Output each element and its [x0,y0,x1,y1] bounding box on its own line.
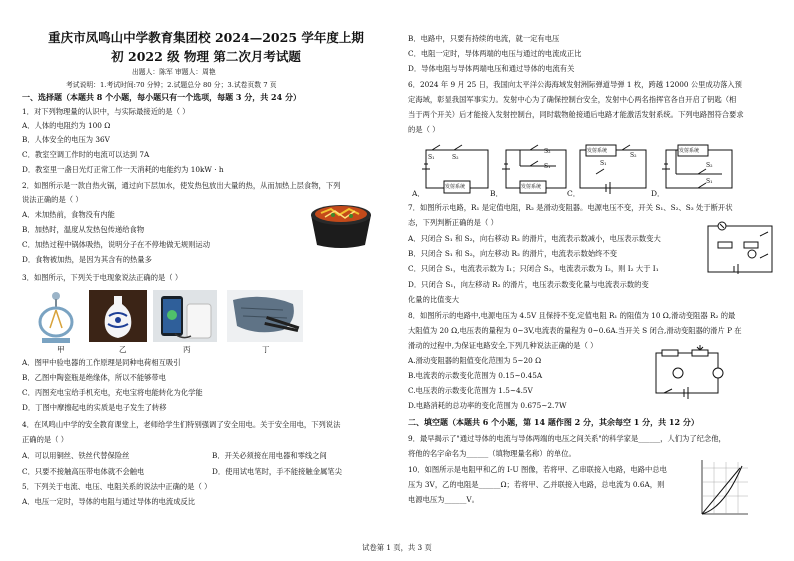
q3-caption-ding: 丁 [262,345,270,354]
q6a-s2-label: S₂ [452,154,459,161]
q6b-box-label: 发射系统 [521,184,542,190]
q6-label-c: C． [567,189,581,198]
q6-circuit-b [500,144,572,196]
q7-option-d-1: D．只闭合 S₁，向左移动 R₂ 的滑片，电压表示数变化量与电流表示数的变 [408,280,649,289]
q8-stem-3: 滑动的过程中,为保证电路安全,下列几种说法正确的是（ ） [408,341,598,350]
electroscope-image [36,290,76,346]
q1-stem: 1．对下列物理量的认识中，与实际最接近的是（ ） [22,107,190,116]
q3-option-c: C．丙图充电宝给手机充电，充电宝将电能转化为化学能 [22,388,203,397]
exam-info: 考试说明：1.考试时间:70 分钟；2.试题总分 80 分；3.试卷页数 7 页 [66,81,277,89]
hotpot-image [305,199,377,251]
q3-caption-jia: 甲 [57,345,65,354]
q4-option-c: C．只要不接触高压带电体就不会触电 [22,467,145,476]
q8-option-a: A.滑动变阻器的阻值变化范围为 5~20 Ω [408,356,542,365]
q5-option-a: A．电压一定时，导体的电阻与通过导体的电流成反比 [22,497,196,506]
q4-option-d: D．使用试电笔时，手不能接触金属笔尖 [212,467,342,476]
q1-option-a: A．人体的电阻约为 100 Ω [22,121,111,130]
q9-line-1: 9．最早揭示了"通过导体的电流与导体两端的电压之间关系"的科学家是______，人们为了纪念他， [408,434,726,443]
q5-option-d: D．导体电阻与导体两端电压和通过导体的电流有关 [408,64,575,73]
q6c-s1-label: S₁ [600,160,607,167]
q2-option-c: C．加热过程中锅体吸热，说明分子在不停地做无规则运动 [22,240,211,249]
q6b-s2-label: S₁ [544,163,551,170]
q2-option-d: D．食物被加热，是因为其含有的热量多 [22,255,152,264]
q2-stem-2: 说法正确的是（ ） [22,195,83,204]
q8-option-b: B.电流表的示数变化范围为 0.15~0.45A [408,371,543,380]
q2-option-b: B．加热时，温度从发热包传递给食物 [22,225,145,234]
q4-option-b: B．开关必须接在用电器和零线之间 [212,451,327,460]
q6-stem-3: 当于两个开关）后才能接入发射控制台，同时载物舱接通后电路才能激活发射系统。下列电路图符合要求 [408,110,744,119]
q6d-s2-label: S₂ [706,162,713,169]
q8-circuit [650,345,728,399]
q2-stem-1: 2．如图所示是一款自热火锅，通过向下层加水，使发热包放出大量的热，从而加热上层食物，下列 [22,181,341,190]
q6c-box-label: 发射系统 [587,148,608,154]
q6-circuit-a [422,144,492,196]
q6-stem-4: 的是（ ） [408,125,440,134]
q6-circuit-d [662,144,738,196]
q10-line-1: 10．如图所示是电阻甲和乙的 I-U 图像，若将甲、乙串联接入电路，电路中总电 [408,465,667,474]
q6b-s1-label: S₂ [544,148,551,155]
q5-option-b: B．电路中，只要有持续的电流，就一定有电压 [408,34,560,43]
section-1-heading: 一、选择题（本题共 8 个小题，每小题只有一个选项，每题 3 分，共 24 分） [22,92,301,102]
friction-electrification-image [227,290,303,342]
q5-option-c: C．电阻一定时，导体两端的电压与通过的电流成正比 [408,49,582,58]
q6-stem-1: 6．2024 年 9 月 25 日，我国向太平洋公海海域发射洲际弹道导弹 1 枚，跨越 12000 公里成功落入预 [408,80,742,89]
exam-subtitle: 初 2022 级 物理 第二次月考试题 [111,49,301,64]
q6-stem-2: 定海域，彰显我国军事实力。发射中心为了确保控制台安全，发射中心两名指挥官各自开启了钥匙（相 [408,95,737,104]
q5-stem: 5．下列关于电流、电压、电阻关系的说法中正确的是（ ） [22,482,212,491]
q8-option-c: C.电压表的示数变化范围为 1.5~4.5V [408,386,533,395]
q3-option-d: D．丁图中摩擦起电的实质是电子发生了转移 [22,403,167,412]
q4-stem-1: 4．在风鸣山中学的安全教育课堂上，老师给学生们特别强调了安全用电。关于安全用电，下列说法 [22,420,341,429]
q1-option-c: C．教室空调工作时的电流可以达到 7A [22,150,150,159]
q6d-s1-label: S₁ [706,178,713,185]
q3-option-a: A．图甲中验电器的工作原理是同种电荷相互吸引 [22,358,181,367]
q6-label-d: D． [651,189,665,198]
q6a-box-label: 发射系统 [445,184,466,190]
ceramic-vase-image [89,290,147,342]
page-footer: 试卷第 1 页，共 3 页 [362,543,432,552]
q10-iu-graph [694,458,750,520]
q2-option-a: A．未加热前，食物没有内能 [22,210,115,219]
q3-caption-bing: 丙 [183,345,191,354]
q3-option-b: B．乙图中陶瓷瓶是绝缘体，所以不能够带电 [22,373,167,382]
q7-option-b: B．只闭合 S₁ 和 S₂，向左移动 R₂ 的滑片，电流表示数始终不变 [408,249,618,258]
q6d-box-label: 发射系统 [679,148,700,154]
q10-line-3: 电源电压为______V。 [408,495,479,504]
exam-title: 重庆市凤鸣山中学教育集团校 2024—2025 学年度上期 [48,30,364,45]
q3-caption-yi: 乙 [119,345,127,354]
q6c-s2-label: S₂ [630,152,637,159]
q7-circuit [704,220,776,280]
q1-option-b: B．人体安全的电压为 36V [22,135,110,144]
q8-stem-1: 8．如图所示的电路中,电源电压为 4.5V 且保持不变,定值电阻 R₁ 的阻值为 10 Ω,滑动变阻器 R₂ 的最 [408,311,736,320]
q7-stem-1: 7．如图所示电路，R₁ 是定值电阻，R₂ 是滑动变阻器。电源电压不变，开关 S₁、S₂、S₃ 处于断开状 [408,203,733,212]
q6-circuit-c [576,144,652,196]
q10-line-2: 压为 3V，乙的电阻是______Ω；若将甲、乙并联接入电路，总电流为 0.6A，则 [408,480,665,489]
q1-option-d: D．教室里一盏日光灯正常工作一天消耗的电能约为 10kW · h [22,165,224,174]
q6-label-b: B． [490,189,504,198]
power-bank-image [153,290,217,342]
q8-stem-2: 大阻值为 20 Ω,电压表的量程为 0~3V,电流表的量程为 0~0.6A.当开关 S 闭合,滑动变阻器的滑片 P 在 [408,326,742,335]
q7-option-a: A．只闭合 S₁ 和 S₂，向右移动 R₂ 的滑片，电流表示数减小，电压表示数变大 [408,234,661,243]
q7-option-d-2: 化量的比值变大 [408,295,460,304]
q3-stem: 3．如图所示，下列关于电现象说法正确的是（ ） [22,273,183,282]
q6a-s1-label: S₁ [428,154,435,161]
q4-option-a: A．可以用铜丝、铁丝代替保险丝 [22,451,130,460]
q6-label-a: A． [412,189,425,198]
exam-authors: 出题人：陈军 审题人：周艳 [132,68,216,76]
q4-stem-2: 正确的是（ ） [22,435,69,444]
q9-line-2: 将他的名字命名为______（填物理量名称）的单位。 [408,449,576,458]
q7-option-c: C．只闭合 S₁，电流表示数为 I₁；只闭合 S₂，电流表示数为 I₂，则 I₂ 大于 I₁ [408,264,659,273]
q7-stem-2: 态，下列判断正确的是（ ） [408,218,498,227]
section-2-heading: 二、填空题（本题共 6 个小题，第 14 题作图 2 分，其余每空 1 分，共 12 分） [408,417,699,427]
q8-option-d: D.电路消耗的总功率的变化范围为 0.675~2.7W [408,401,567,410]
